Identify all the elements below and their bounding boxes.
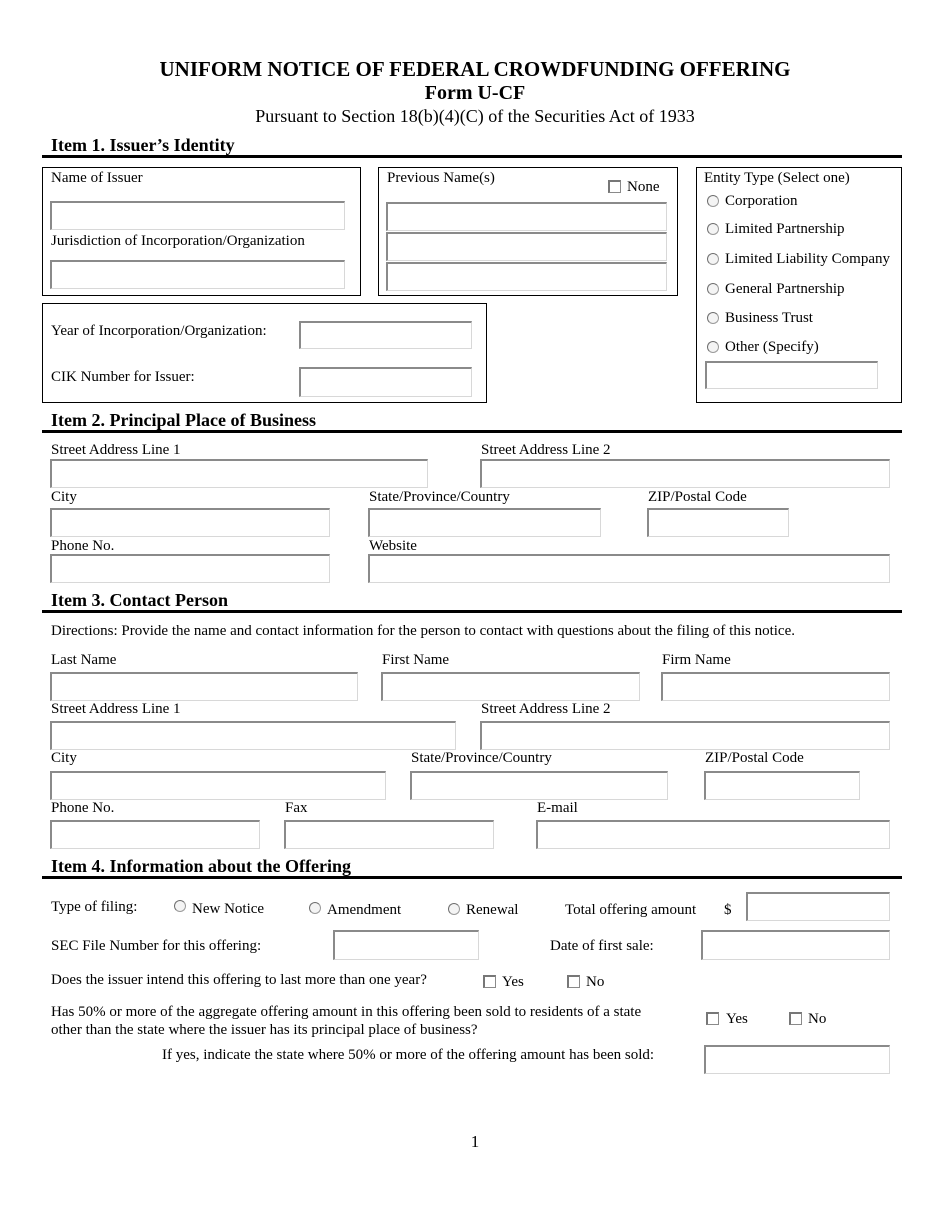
entity-corporation-label: Corporation (725, 193, 798, 209)
year-field[interactable] (299, 321, 472, 349)
business-state-label: State/Province/Country (369, 489, 510, 505)
contact-city-field[interactable] (50, 771, 386, 800)
contact-email-field[interactable] (536, 820, 890, 849)
state-sold-label: If yes, indicate the state where 50% or more of the offering amount has been sold: (162, 1047, 655, 1063)
contact-last-name-label: Last Name (51, 652, 117, 668)
entity-business-trust-radio[interactable] (707, 312, 719, 324)
business-city-field[interactable] (50, 508, 330, 537)
residents-yes-checkbox[interactable] (706, 1012, 719, 1025)
previous-name-field-3[interactable] (386, 262, 667, 291)
sec-file-field[interactable] (333, 930, 479, 960)
contact-fax-label: Fax (285, 800, 308, 816)
contact-firm-name-label: Firm Name (662, 652, 731, 668)
contact-street2-label: Street Address Line 2 (481, 701, 611, 717)
filing-new-notice-label: New Notice (192, 901, 265, 917)
entity-other-radio[interactable] (707, 341, 719, 353)
sec-file-label: SEC File Number for this offering: (51, 938, 262, 954)
contact-phone-label: Phone No. (51, 800, 115, 816)
business-zip-label: ZIP/Postal Code (648, 489, 747, 505)
item3-directions: Directions: Provide the name and contact information for the person to contact with questions about the filing of this notice. (51, 623, 795, 639)
filing-renewal-label: Renewal (466, 902, 519, 918)
contact-email-label: E-mail (537, 800, 578, 816)
business-phone-label: Phone No. (51, 538, 115, 554)
currency-symbol: $ (724, 902, 732, 918)
one-year-yes-checkbox[interactable] (483, 975, 496, 988)
name-of-issuer-label: Name of Issuer (51, 170, 143, 186)
entity-llc-label: Limited Liability Company (725, 251, 890, 267)
business-street1-field[interactable] (50, 459, 428, 488)
residents-yes-label: Yes (726, 1011, 748, 1027)
form-title: UNIFORM NOTICE OF FEDERAL CROWDFUNDING OFFERING (159, 57, 791, 81)
business-zip-field[interactable] (647, 508, 789, 537)
contact-firm-name-field[interactable] (661, 672, 890, 701)
business-website-field[interactable] (368, 554, 890, 583)
item1-rule (42, 155, 902, 158)
contact-last-name-field[interactable] (50, 672, 358, 701)
filing-amendment-label: Amendment (327, 902, 402, 918)
entity-type-label: Entity Type (Select one) (704, 170, 850, 186)
total-offering-label: Total offering amount (565, 902, 697, 918)
previous-names-none-label: None (627, 179, 660, 195)
form-name: Form U-CF (424, 82, 526, 104)
item4-heading: Item 4. Information about the Offering (51, 856, 351, 876)
jurisdiction-label: Jurisdiction of Incorporation/Organization (51, 233, 305, 249)
cik-label: CIK Number for Issuer: (51, 369, 195, 385)
page-number: 1 (470, 1132, 480, 1151)
jurisdiction-field[interactable] (50, 260, 345, 289)
contact-zip-field[interactable] (704, 771, 860, 800)
contact-city-label: City (51, 750, 77, 766)
filing-renewal-radio[interactable] (448, 903, 460, 915)
item3-rule (42, 610, 902, 613)
contact-state-label: State/Province/Country (411, 750, 552, 766)
item1-heading: Item 1. Issuer’s Identity (51, 135, 235, 155)
one-year-no-checkbox[interactable] (567, 975, 580, 988)
entity-other-label: Other (Specify) (725, 339, 819, 355)
year-label: Year of Incorporation/Organization: (51, 323, 267, 339)
business-street1-label: Street Address Line 1 (51, 442, 181, 458)
contact-street1-label: Street Address Line 1 (51, 701, 181, 717)
contact-phone-field[interactable] (50, 820, 260, 849)
contact-street1-field[interactable] (50, 721, 456, 750)
business-street2-field[interactable] (480, 459, 890, 488)
name-of-issuer-field[interactable] (50, 201, 345, 230)
entity-corporation-radio[interactable] (707, 195, 719, 207)
one-year-question: Does the issuer intend this offering to last more than one year? (51, 972, 427, 988)
contact-state-field[interactable] (410, 771, 668, 800)
entity-limited-partnership-radio[interactable] (707, 223, 719, 235)
item3-heading: Item 3. Contact Person (51, 590, 228, 610)
previous-names-none-checkbox[interactable] (608, 180, 621, 193)
residents-no-checkbox[interactable] (789, 1012, 802, 1025)
business-street2-label: Street Address Line 2 (481, 442, 611, 458)
state-sold-field[interactable] (704, 1045, 890, 1074)
previous-name-field-1[interactable] (386, 202, 667, 231)
entity-other-specify-field[interactable] (705, 361, 878, 389)
first-sale-label: Date of first sale: (550, 938, 654, 954)
contact-zip-label: ZIP/Postal Code (705, 750, 804, 766)
item4-rule (42, 876, 902, 879)
form-subtitle: Pursuant to Section 18(b)(4)(C) of the Securities Act of 1933 (255, 106, 695, 126)
entity-business-trust-label: Business Trust (725, 310, 813, 326)
item2-rule (42, 430, 902, 433)
business-phone-field[interactable] (50, 554, 330, 583)
business-city-label: City (51, 489, 77, 505)
filing-new-notice-radio[interactable] (174, 900, 186, 912)
first-sale-field[interactable] (701, 930, 890, 960)
entity-llc-radio[interactable] (707, 253, 719, 265)
business-website-label: Website (369, 538, 417, 554)
contact-fax-field[interactable] (284, 820, 494, 849)
type-of-filing-label: Type of filing: (51, 899, 138, 915)
previous-names-label: Previous Name(s) (387, 170, 495, 186)
residents-question-line1: Has 50% or more of the aggregate offering amount in this offering been sold to residents of a state (51, 1004, 642, 1020)
entity-general-partnership-radio[interactable] (707, 283, 719, 295)
contact-first-name-field[interactable] (381, 672, 640, 701)
residents-no-label: No (808, 1011, 827, 1027)
one-year-no-label: No (586, 974, 605, 990)
business-state-field[interactable] (368, 508, 601, 537)
contact-street2-field[interactable] (480, 721, 890, 750)
entity-general-partnership-label: General Partnership (725, 281, 845, 297)
one-year-yes-label: Yes (502, 974, 524, 990)
contact-first-name-label: First Name (382, 652, 450, 668)
filing-amendment-radio[interactable] (309, 902, 321, 914)
previous-name-field-2[interactable] (386, 232, 667, 261)
item2-heading: Item 2. Principal Place of Business (51, 410, 316, 430)
total-offering-field[interactable] (746, 892, 890, 921)
cik-field[interactable] (299, 367, 472, 397)
entity-limited-partnership-label: Limited Partnership (725, 221, 845, 237)
residents-question-line2: other than the state where the issuer has its principal place of business? (51, 1022, 478, 1038)
